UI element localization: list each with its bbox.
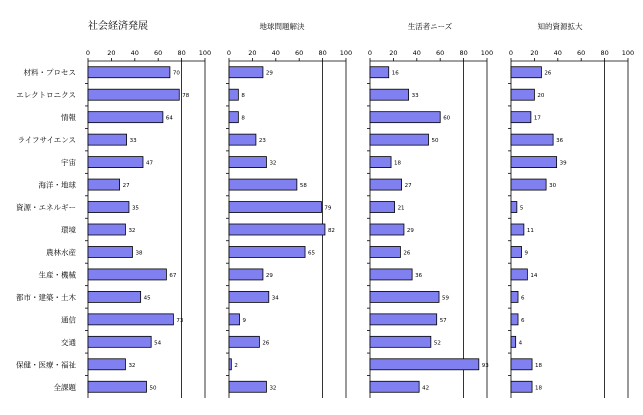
bar: [229, 381, 266, 392]
data-label: 79: [324, 205, 332, 212]
data-label: 67: [169, 272, 177, 279]
data-label: 30: [549, 183, 557, 190]
bar: [229, 157, 266, 168]
bar: [229, 112, 238, 123]
bar: [88, 381, 147, 392]
data-label: 32: [128, 228, 136, 234]
category-label: 環境: [61, 225, 76, 235]
bar: [229, 336, 259, 347]
x-tick-label: 0: [85, 49, 91, 57]
category-label: 資源・エネルギー: [16, 203, 76, 213]
x-tick-label: 40: [553, 49, 562, 57]
bar: [229, 314, 240, 325]
data-label: 18: [535, 385, 543, 392]
data-label: 26: [262, 340, 270, 347]
data-label: 52: [433, 340, 441, 347]
x-tick-label: 60: [436, 49, 445, 57]
bar: [88, 314, 173, 325]
data-label: 54: [154, 340, 162, 347]
bar: [511, 336, 516, 347]
data-label: 32: [269, 385, 277, 392]
x-tick-label: 20: [107, 49, 116, 57]
bar: [229, 269, 263, 280]
x-tick-label: 20: [530, 49, 539, 57]
bar: [370, 112, 440, 123]
bar: [511, 112, 531, 123]
bar: [511, 291, 518, 302]
panel-title: 地球問題解決: [259, 22, 305, 31]
category-label: 交通: [61, 337, 76, 347]
bar: [88, 224, 125, 235]
data-label: 21: [397, 205, 405, 212]
bar: [370, 67, 389, 78]
bar: [229, 179, 297, 190]
x-tick-label: 60: [154, 49, 163, 57]
x-tick-label: 40: [412, 49, 421, 57]
data-label: 65: [308, 250, 316, 257]
x-tick-label: 100: [621, 49, 635, 57]
x-tick-label: 80: [318, 49, 327, 57]
data-label: 9: [524, 250, 529, 257]
data-label: 59: [442, 295, 450, 302]
data-label: 64: [165, 115, 173, 122]
bar: [511, 157, 557, 168]
data-label: 26: [544, 70, 552, 77]
data-label: 26: [403, 250, 411, 257]
x-tick-label: 0: [226, 49, 232, 57]
data-label: 8: [241, 115, 245, 122]
data-label: 29: [265, 70, 273, 77]
data-label: 27: [404, 183, 412, 190]
bar: [511, 179, 546, 190]
category-labels: [16, 67, 76, 392]
bar: [370, 157, 391, 168]
data-label: 39: [559, 160, 567, 167]
category-label: 宇宙: [61, 158, 76, 168]
data-label: 36: [415, 272, 423, 279]
data-label: 4: [518, 340, 523, 347]
data-label: 38: [135, 250, 143, 257]
bar: [88, 202, 129, 213]
x-tick-label: 100: [198, 49, 212, 57]
chart-panel: [508, 21, 634, 398]
data-label: 9: [242, 317, 247, 324]
x-tick-label: 0: [367, 49, 373, 57]
data-label: 33: [411, 93, 419, 100]
bar: [511, 134, 553, 145]
bar: [370, 89, 409, 100]
bar: [370, 134, 429, 145]
data-label: 8: [241, 93, 245, 100]
data-label: 35: [131, 205, 139, 212]
bar: [229, 291, 269, 302]
data-label: 50: [431, 138, 439, 145]
bar: [511, 224, 524, 235]
bar: [511, 202, 517, 213]
bar: [88, 89, 179, 100]
x-tick-label: 80: [177, 49, 186, 57]
data-label: 70: [172, 70, 180, 77]
bar: [229, 67, 263, 78]
data-label: 23: [258, 138, 266, 145]
bar: [370, 359, 479, 370]
data-label: 20: [537, 93, 545, 100]
panel-title: 知的資源拡大: [537, 22, 583, 31]
bar: [511, 89, 534, 100]
data-label: 29: [265, 272, 273, 279]
bar: [88, 291, 141, 302]
category-label: 都市・建築・土木: [16, 292, 76, 302]
bar: [229, 359, 231, 370]
bar: [88, 246, 132, 257]
bar: [370, 336, 431, 347]
category-label: ライフサイエンス: [17, 135, 76, 145]
chart-panel: [85, 19, 211, 398]
bar: [370, 224, 404, 235]
data-label: 42: [422, 385, 430, 392]
bar: [511, 381, 532, 392]
x-tick-label: 100: [480, 49, 494, 57]
data-label: 6: [521, 295, 525, 302]
bar: [511, 314, 518, 325]
bar: [229, 202, 321, 213]
bar: [229, 246, 305, 257]
bar: [88, 157, 143, 168]
x-tick-label: 0: [508, 49, 514, 57]
bar: [88, 269, 166, 280]
bar: [229, 89, 238, 100]
data-label: 82: [327, 228, 335, 234]
x-tick-label: 40: [130, 49, 139, 57]
category-label: 通信: [61, 315, 76, 325]
bar: [370, 179, 402, 190]
data-label: 6: [521, 317, 525, 324]
bar: [88, 67, 170, 78]
bar: [88, 179, 120, 190]
data-label: 5: [519, 205, 524, 212]
bar: [88, 359, 125, 370]
data-label: 34: [271, 295, 279, 302]
x-tick-label: 60: [577, 49, 586, 57]
category-label: 材料・プロセス: [23, 68, 76, 78]
bar: [88, 336, 151, 347]
x-tick-label: 20: [248, 49, 257, 57]
bar: [88, 112, 163, 123]
bar: [370, 314, 437, 325]
data-label: 32: [269, 160, 277, 167]
data-label: 11: [526, 228, 534, 234]
chart-panels: [85, 19, 634, 398]
chart-panel: [367, 21, 493, 398]
category-label: 海洋・地球: [38, 180, 76, 190]
data-label: 14: [530, 272, 538, 279]
x-tick-label: 80: [600, 49, 609, 57]
bar: [88, 134, 127, 145]
x-tick-label: 80: [459, 49, 468, 57]
bar: [229, 134, 256, 145]
data-label: 18: [394, 160, 402, 167]
bar: [370, 381, 419, 392]
panel-title: 社会経済発展: [88, 21, 148, 32]
data-label: 45: [143, 295, 151, 302]
category-label: 生産・機械: [38, 270, 76, 280]
data-label: 27: [122, 183, 130, 190]
category-label: エレクトロニクス: [16, 90, 76, 100]
data-label: 47: [145, 160, 153, 167]
category-label: 全課題: [53, 382, 76, 392]
category-label: 保健・医療・福祉: [16, 360, 76, 370]
bar: [370, 246, 400, 257]
bar: [370, 269, 412, 280]
bar: [370, 291, 439, 302]
bar: [511, 359, 532, 370]
data-label: 2: [234, 362, 238, 369]
x-tick-label: 100: [339, 49, 353, 57]
data-label: 78: [182, 93, 190, 100]
bar: [511, 246, 522, 257]
category-label: 農林水産: [46, 247, 76, 257]
data-label: 93: [481, 362, 489, 369]
data-label: 17: [533, 115, 541, 122]
data-label: 18: [535, 362, 543, 369]
bar: [370, 202, 395, 213]
data-label: 16: [391, 70, 399, 77]
chart-panel: [226, 21, 352, 398]
x-tick-label: 40: [271, 49, 280, 57]
category-label: 情報: [61, 113, 76, 123]
data-label: 73: [176, 317, 184, 324]
data-label: 58: [299, 183, 307, 190]
bar: [229, 224, 325, 235]
panel-title: 生活者ニーズ: [407, 22, 453, 31]
data-label: 57: [439, 317, 447, 324]
data-label: 29: [406, 228, 414, 234]
data-label: 50: [149, 385, 157, 392]
x-tick-label: 20: [389, 49, 398, 57]
x-tick-label: 60: [295, 49, 304, 57]
data-label: 32: [128, 362, 136, 369]
data-label: 33: [129, 138, 137, 145]
data-label: 36: [556, 138, 564, 145]
bar: [511, 269, 527, 280]
data-label: 60: [443, 115, 451, 122]
bar: [511, 67, 541, 78]
